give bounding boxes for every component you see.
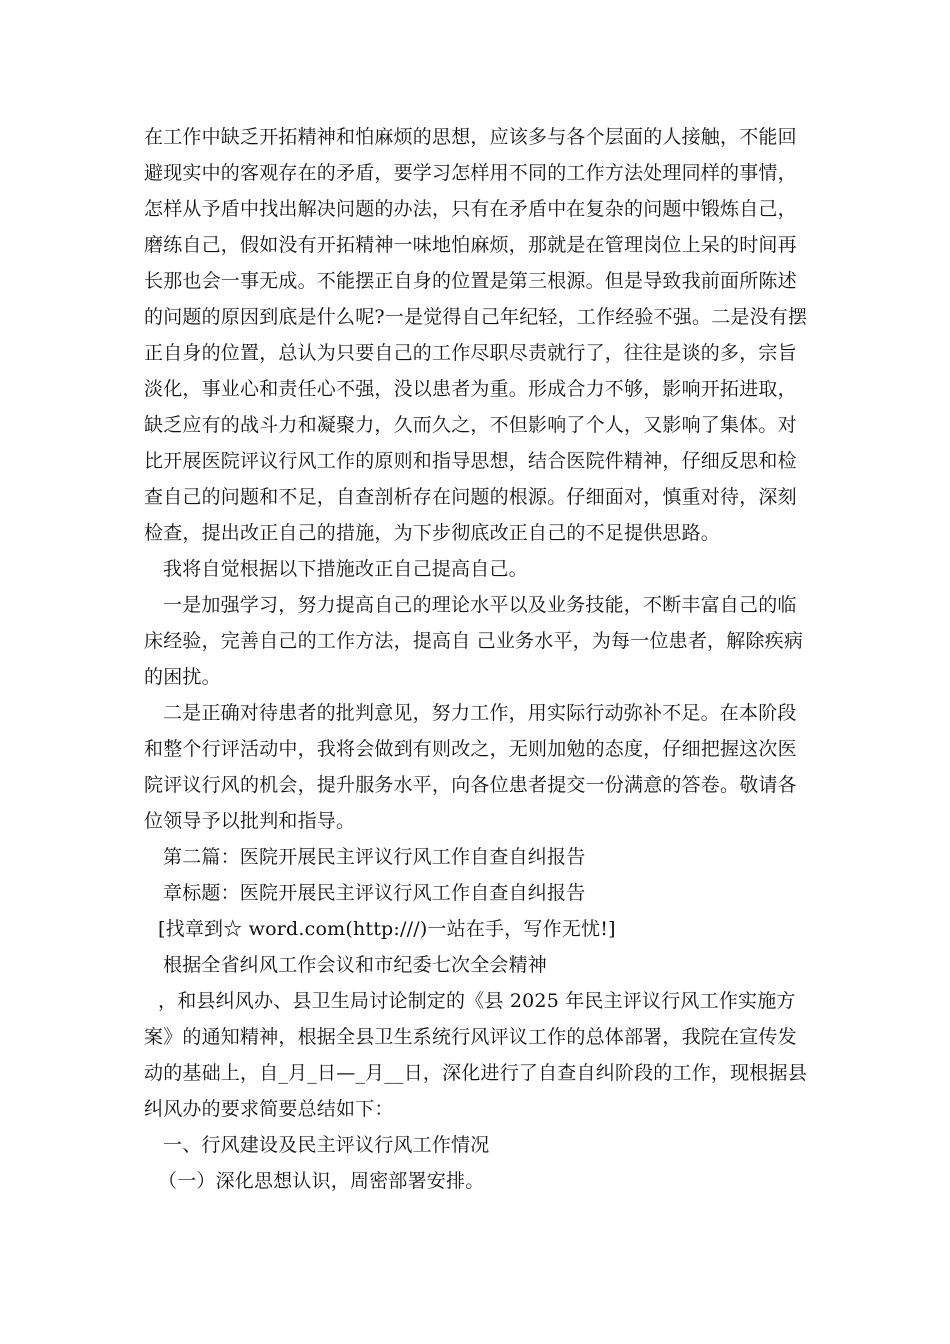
paragraph-line: 正自身的位置，总认为只要自己的工作尽职尽责就行了，往往是谈的多，宗旨	[144, 342, 797, 364]
heading-line: 一、行风建设及民主评议行风工作情况	[163, 1134, 490, 1156]
paragraph-line: 怎样从予盾中找出解决问题的办法，只有在矛盾中在复杂的问题中锻炼自己，	[144, 198, 797, 220]
paragraph-line: 根据全省纠风工作会议和市纪委七次全会精神	[163, 954, 548, 976]
paragraph-line: 比开展医院评议行风工作的原则和指导思想，结合医院件精神，仔细反思和检	[144, 450, 797, 472]
chapter-title: 章标题：医院开展民主评议行风工作自查自纠报告	[163, 882, 586, 904]
paragraph-line: 院评议行风的机会，提升服务水平，向各位患者提交一份满意的答卷。敬请各	[144, 774, 797, 796]
paragraph-line: 二是正确对待患者的批判意见，努力工作，用实际行动弥补不足。在本阶段	[163, 702, 797, 724]
paragraph-line: 避现实中的客观存在的矛盾，要学习怎样用不同的工作方法处理同样的事情，	[144, 162, 797, 184]
paragraph-line: 长那也会一事无成。不能摆正自身的位置是第三根源。但是导致我前面所陈述	[144, 270, 797, 292]
section-title: 第二篇：医院开展民主评议行风工作自查自纠报告	[163, 846, 586, 868]
paragraph-line: 检查，提出改正自己的措施，为下步彻底改正自己的不足提供思路。	[144, 522, 721, 544]
paragraph-line: 缺乏应有的战斗力和凝聚力，久而久之，不但影响了个人，又影响了集体。对	[144, 414, 797, 436]
paragraph-line: 磨练自己，假如没有开拓精神一味地怕麻烦，那就是在管理岗位上呆的时间再	[144, 234, 797, 256]
paragraph-line: 的问题的原因到底是什么呢?一是觉得自己年纪轻，工作经验不强。二是没有摆	[144, 306, 808, 328]
paragraph-line: 纠风办的要求简要总结如下：	[144, 1098, 394, 1120]
paragraph-line: 和整个行评活动中，我将会做到有则改之，无则加勉的态度，仔细把握这次医	[144, 738, 797, 760]
paragraph-line: 的困扰。	[144, 666, 221, 688]
subheading-line: （一）深化思想认识，周密部署安排。	[158, 1170, 485, 1192]
paragraph-line: 一是加强学习，努力提高自己的理论水平以及业务技能，不断丰富自己的临	[163, 594, 797, 616]
paragraph-line: 动的基础上，自_月_日—_月__日，深化进行了自查自纠阶段的工作，现根据县	[144, 1062, 807, 1084]
paragraph-line: 在工作中缺乏开拓精神和怕麻烦的思想，应该多与各个层面的人接触，不能回	[144, 126, 797, 148]
paragraph-line: 查自己的问题和不足，自查剖析存在问题的根源。仔细面对，慎重对待，深刻	[144, 486, 797, 508]
paragraph-line: 案》的通知精神，根据全县卫生系统行风评议工作的总体部署，我院在宣传发	[144, 1026, 797, 1048]
paragraph-line: 床经验，完善自己的工作方法，提高自 己业务水平，为每一位患者，解除疾病	[144, 630, 804, 652]
source-note: [找章到☆ word.com(http:///)一站在手，写作无忧!]	[158, 918, 616, 940]
paragraph-line: ，和县纠风办、县卫生局讨论制定的《县 2025 年民主评议行风工作实施方	[158, 990, 796, 1012]
paragraph-line: 淡化，事业心和责任心不强，没以患者为重。形成合力不够，影响开拓进取，	[144, 378, 797, 400]
paragraph-line: 我将自觉根据以下措施改正自己提高自己。	[163, 558, 528, 580]
paragraph-line: 位领导予以批判和指导。	[144, 810, 356, 832]
